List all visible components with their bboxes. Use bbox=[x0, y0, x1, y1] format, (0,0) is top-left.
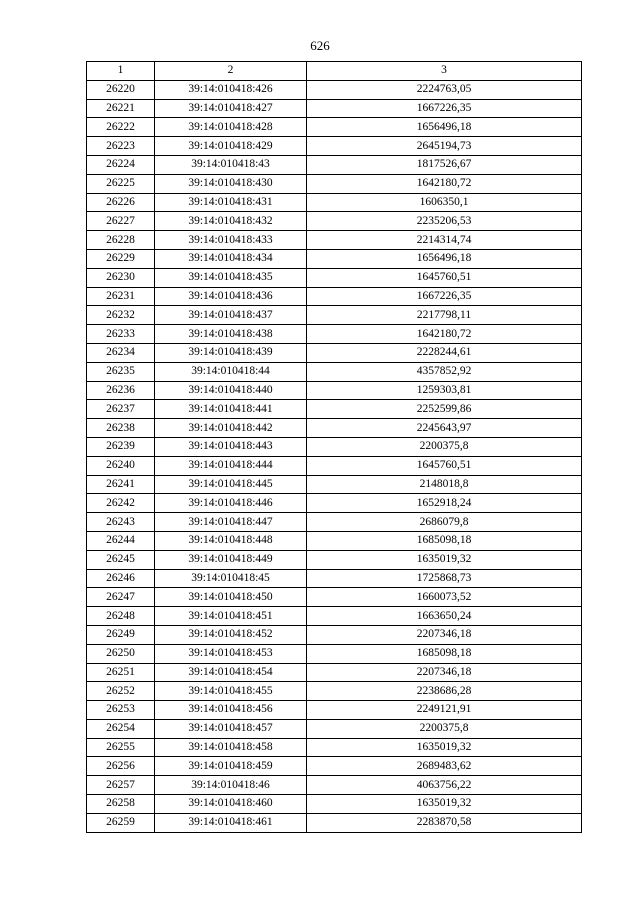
table-row bbox=[87, 682, 582, 701]
value-cell: 2689483,62 bbox=[307, 757, 582, 776]
value-cell: 1667226,35 bbox=[307, 99, 582, 118]
cadastral-number-cell: 39:14:010418:450 bbox=[155, 588, 307, 607]
value-cell: 1642180,72 bbox=[307, 325, 582, 344]
value-cell: 1652918,24 bbox=[307, 494, 582, 513]
value-cell: 2238686,28 bbox=[307, 682, 582, 701]
cadastral-number-cell: 39:14:010418:453 bbox=[155, 644, 307, 663]
cadastral-number-cell: 39:14:010418:444 bbox=[155, 456, 307, 475]
cadastral-number-cell: 39:14:010418:441 bbox=[155, 400, 307, 419]
registry-table bbox=[86, 61, 582, 833]
value-cell: 1685098,18 bbox=[307, 644, 582, 663]
table-row bbox=[87, 588, 582, 607]
table-row bbox=[87, 644, 582, 663]
row-number-cell: 26235 bbox=[87, 362, 155, 381]
value-cell: 1635019,32 bbox=[307, 550, 582, 569]
table-row bbox=[87, 99, 582, 118]
table-row bbox=[87, 137, 582, 156]
row-number-cell: 26253 bbox=[87, 701, 155, 720]
cadastral-number-cell: 39:14:010418:449 bbox=[155, 550, 307, 569]
row-number-cell: 26221 bbox=[87, 99, 155, 118]
row-number-cell: 26229 bbox=[87, 249, 155, 268]
header-row bbox=[87, 62, 582, 81]
table-row bbox=[87, 287, 582, 306]
value-cell: 2224763,05 bbox=[307, 80, 582, 99]
cadastral-number-cell: 39:14:010418:45 bbox=[155, 569, 307, 588]
cadastral-number-cell: 39:14:010418:456 bbox=[155, 701, 307, 720]
cadastral-number-cell: 39:14:010418:459 bbox=[155, 757, 307, 776]
table-row bbox=[87, 719, 582, 738]
table-body bbox=[87, 80, 582, 832]
row-number-cell: 26227 bbox=[87, 212, 155, 231]
value-cell: 2148018,8 bbox=[307, 475, 582, 494]
value-cell: 1645760,51 bbox=[307, 268, 582, 287]
table-row bbox=[87, 475, 582, 494]
cadastral-number-cell: 39:14:010418:429 bbox=[155, 137, 307, 156]
table-row bbox=[87, 607, 582, 626]
value-cell: 1685098,18 bbox=[307, 531, 582, 550]
value-cell: 2645194,73 bbox=[307, 137, 582, 156]
value-cell: 1725868,73 bbox=[307, 569, 582, 588]
value-cell: 2214314,74 bbox=[307, 231, 582, 250]
column-header-3: 3 bbox=[307, 62, 582, 81]
table-row bbox=[87, 776, 582, 795]
cadastral-number-cell: 39:14:010418:448 bbox=[155, 531, 307, 550]
row-number-cell: 26233 bbox=[87, 325, 155, 344]
cadastral-number-cell: 39:14:010418:46 bbox=[155, 776, 307, 795]
table-row bbox=[87, 325, 582, 344]
cadastral-number-cell: 39:14:010418:44 bbox=[155, 362, 307, 381]
row-number-cell: 26239 bbox=[87, 437, 155, 456]
table-row bbox=[87, 400, 582, 419]
table-row bbox=[87, 550, 582, 569]
row-number-cell: 26224 bbox=[87, 155, 155, 174]
cadastral-number-cell: 39:14:010418:431 bbox=[155, 193, 307, 212]
table-row bbox=[87, 419, 582, 438]
cadastral-number-cell: 39:14:010418:454 bbox=[155, 663, 307, 682]
row-number-cell: 26254 bbox=[87, 719, 155, 738]
table-row bbox=[87, 757, 582, 776]
row-number-cell: 26234 bbox=[87, 343, 155, 362]
value-cell: 2200375,8 bbox=[307, 437, 582, 456]
table-header bbox=[87, 62, 582, 81]
value-cell: 1817526,67 bbox=[307, 155, 582, 174]
value-cell: 2249121,91 bbox=[307, 701, 582, 720]
cadastral-number-cell: 39:14:010418:455 bbox=[155, 682, 307, 701]
row-number-cell: 26244 bbox=[87, 531, 155, 550]
value-cell: 2207346,18 bbox=[307, 625, 582, 644]
value-cell: 1635019,32 bbox=[307, 795, 582, 814]
cadastral-number-cell: 39:14:010418:442 bbox=[155, 419, 307, 438]
table-row bbox=[87, 381, 582, 400]
cadastral-number-cell: 39:14:010418:445 bbox=[155, 475, 307, 494]
row-number-cell: 26243 bbox=[87, 513, 155, 532]
table-row bbox=[87, 212, 582, 231]
value-cell: 2200375,8 bbox=[307, 719, 582, 738]
cadastral-number-cell: 39:14:010418:447 bbox=[155, 513, 307, 532]
value-cell: 4357852,92 bbox=[307, 362, 582, 381]
page-number: 626 bbox=[310, 38, 330, 53]
cadastral-number-cell: 39:14:010418:428 bbox=[155, 118, 307, 137]
row-number-cell: 26242 bbox=[87, 494, 155, 513]
table-row bbox=[87, 738, 582, 757]
value-cell: 2228244,61 bbox=[307, 343, 582, 362]
table-row bbox=[87, 813, 582, 832]
column-header-2: 2 bbox=[155, 62, 307, 81]
table-row bbox=[87, 231, 582, 250]
table-row bbox=[87, 174, 582, 193]
row-number-cell: 26237 bbox=[87, 400, 155, 419]
row-number-cell: 26248 bbox=[87, 607, 155, 626]
row-number-cell: 26231 bbox=[87, 287, 155, 306]
cadastral-number-cell: 39:14:010418:430 bbox=[155, 174, 307, 193]
table-row bbox=[87, 531, 582, 550]
row-number-cell: 26256 bbox=[87, 757, 155, 776]
value-cell: 1642180,72 bbox=[307, 174, 582, 193]
cadastral-number-cell: 39:14:010418:452 bbox=[155, 625, 307, 644]
value-cell: 4063756,22 bbox=[307, 776, 582, 795]
table-row bbox=[87, 193, 582, 212]
row-number-cell: 26250 bbox=[87, 644, 155, 663]
row-number-cell: 26240 bbox=[87, 456, 155, 475]
table-row bbox=[87, 795, 582, 814]
table-row bbox=[87, 155, 582, 174]
table-row bbox=[87, 249, 582, 268]
table-row bbox=[87, 625, 582, 644]
row-number-cell: 26251 bbox=[87, 663, 155, 682]
table-row bbox=[87, 343, 582, 362]
value-cell: 1660073,52 bbox=[307, 588, 582, 607]
table-row bbox=[87, 362, 582, 381]
value-cell: 2283870,58 bbox=[307, 813, 582, 832]
value-cell: 2235206,53 bbox=[307, 212, 582, 231]
row-number-cell: 26257 bbox=[87, 776, 155, 795]
cadastral-number-cell: 39:14:010418:446 bbox=[155, 494, 307, 513]
row-number-cell: 26238 bbox=[87, 419, 155, 438]
row-number-cell: 26255 bbox=[87, 738, 155, 757]
table-row bbox=[87, 701, 582, 720]
cadastral-number-cell: 39:14:010418:437 bbox=[155, 306, 307, 325]
table-row bbox=[87, 494, 582, 513]
table-row bbox=[87, 513, 582, 532]
value-cell: 2245643,97 bbox=[307, 419, 582, 438]
cadastral-number-cell: 39:14:010418:433 bbox=[155, 231, 307, 250]
cadastral-number-cell: 39:14:010418:458 bbox=[155, 738, 307, 757]
row-number-cell: 26246 bbox=[87, 569, 155, 588]
value-cell: 1259303,81 bbox=[307, 381, 582, 400]
table-row bbox=[87, 118, 582, 137]
cadastral-number-cell: 39:14:010418:427 bbox=[155, 99, 307, 118]
table-row bbox=[87, 80, 582, 99]
row-number-cell: 26249 bbox=[87, 625, 155, 644]
cadastral-number-cell: 39:14:010418:43 bbox=[155, 155, 307, 174]
row-number-cell: 26226 bbox=[87, 193, 155, 212]
row-number-cell: 26230 bbox=[87, 268, 155, 287]
table-row bbox=[87, 306, 582, 325]
row-number-cell: 26252 bbox=[87, 682, 155, 701]
row-number-cell: 26223 bbox=[87, 137, 155, 156]
value-cell: 2217798,11 bbox=[307, 306, 582, 325]
row-number-cell: 26245 bbox=[87, 550, 155, 569]
value-cell: 1606350,1 bbox=[307, 193, 582, 212]
row-number-cell: 26232 bbox=[87, 306, 155, 325]
value-cell: 1635019,32 bbox=[307, 738, 582, 757]
cadastral-number-cell: 39:14:010418:461 bbox=[155, 813, 307, 832]
cadastral-number-cell: 39:14:010418:460 bbox=[155, 795, 307, 814]
cadastral-number-cell: 39:14:010418:451 bbox=[155, 607, 307, 626]
row-number-cell: 26228 bbox=[87, 231, 155, 250]
value-cell: 1645760,51 bbox=[307, 456, 582, 475]
cadastral-number-cell: 39:14:010418:426 bbox=[155, 80, 307, 99]
value-cell: 2207346,18 bbox=[307, 663, 582, 682]
cadastral-number-cell: 39:14:010418:439 bbox=[155, 343, 307, 362]
row-number-cell: 26222 bbox=[87, 118, 155, 137]
value-cell: 1667226,35 bbox=[307, 287, 582, 306]
column-header-1: 1 bbox=[87, 62, 155, 81]
row-number-cell: 26225 bbox=[87, 174, 155, 193]
value-cell: 2252599,86 bbox=[307, 400, 582, 419]
cadastral-number-cell: 39:14:010418:434 bbox=[155, 249, 307, 268]
cadastral-number-cell: 39:14:010418:443 bbox=[155, 437, 307, 456]
row-number-cell: 26241 bbox=[87, 475, 155, 494]
row-number-cell: 26258 bbox=[87, 795, 155, 814]
value-cell: 2686079,8 bbox=[307, 513, 582, 532]
row-number-cell: 26236 bbox=[87, 381, 155, 400]
value-cell: 1663650,24 bbox=[307, 607, 582, 626]
cadastral-number-cell: 39:14:010418:436 bbox=[155, 287, 307, 306]
cadastral-number-cell: 39:14:010418:440 bbox=[155, 381, 307, 400]
value-cell: 1656496,18 bbox=[307, 118, 582, 137]
cadastral-number-cell: 39:14:010418:457 bbox=[155, 719, 307, 738]
row-number-cell: 26247 bbox=[87, 588, 155, 607]
value-cell: 1656496,18 bbox=[307, 249, 582, 268]
table-row bbox=[87, 569, 582, 588]
table-row bbox=[87, 663, 582, 682]
cadastral-number-cell: 39:14:010418:438 bbox=[155, 325, 307, 344]
cadastral-number-cell: 39:14:010418:435 bbox=[155, 268, 307, 287]
row-number-cell: 26220 bbox=[87, 80, 155, 99]
table-row bbox=[87, 456, 582, 475]
cadastral-number-cell: 39:14:010418:432 bbox=[155, 212, 307, 231]
table-row bbox=[87, 268, 582, 287]
row-number-cell: 26259 bbox=[87, 813, 155, 832]
table-row bbox=[87, 437, 582, 456]
